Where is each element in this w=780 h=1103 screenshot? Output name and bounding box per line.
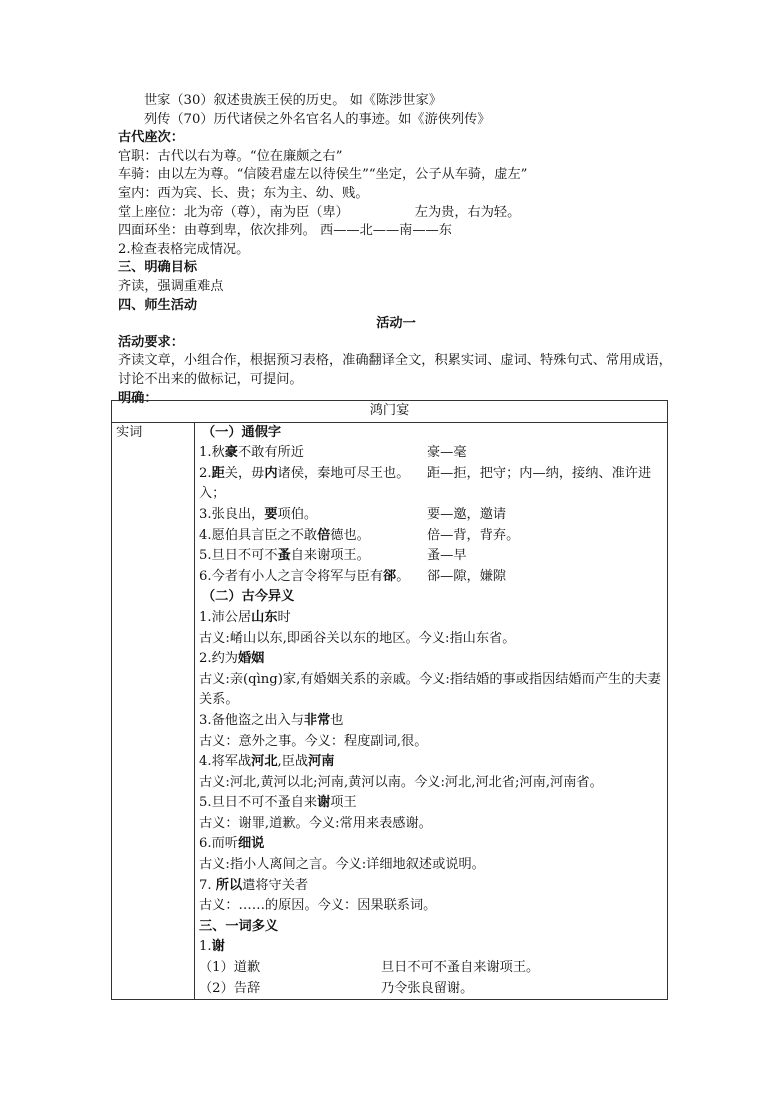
list-answer: 古义：意外之事。今义：程度副词,很。 <box>199 733 428 749</box>
list-item: （2）告辞 乃令张良留谢。 <box>199 980 474 996</box>
list-item: 6.今者有小人之言令将军与臣有郤。 郤—隙，嫌隙 <box>199 568 507 584</box>
list-item: 2.约为婚姻 <box>199 651 265 667</box>
section-heading: 明确： <box>118 390 158 406</box>
activity-title: 活动一 <box>376 316 416 332</box>
list-item: 6.而听细说 <box>199 836 265 852</box>
list-item: 1.秋豪不敢有所近 豪—毫 <box>199 445 467 461</box>
list-item: 7. 所以遣将守关者 <box>199 877 309 893</box>
list-item: 1.沛公居山东时 <box>199 609 291 625</box>
subsection-heading: （一）通假字 <box>202 424 282 440</box>
text-line: 四面环坐：由尊到卑，依次排列。 西——北——南——东 <box>118 223 452 239</box>
list-item: 3.张良出，要项伯。 要—邀，邀请 <box>199 506 507 522</box>
subsection-heading: （二）古今异义 <box>202 589 295 605</box>
section-heading: 四、师生活动 <box>118 297 198 313</box>
list-item: 2.距关，毋内诸侯，秦地可尽王也。 距—拒，把守；内—纳，接纳、准许进入； <box>199 465 652 502</box>
list-item: 5.旦日不可不蚤自来谢项王。 蚤—早 <box>199 548 467 564</box>
text-line: 官职：古代以右为尊。“位在廉颇之右” <box>118 148 343 164</box>
list-answer: 古义:指小人离间之言。今义:详细地叙述或说明。 <box>199 857 485 873</box>
text-line: 车骑：由以左为尊。“信陵君虚左以待侯生”“坐定，公子从车骑，虚左” <box>118 167 528 183</box>
requirement-text: 齐读文章，小组合作，根据预习表格，准确翻译全文，积累实词、虚词、特殊句式、常用成语，讨论不出来的做标记，可提问。 <box>118 353 672 387</box>
tang-a: 堂上座位：北为帝（尊），南为臣（卑） <box>118 204 349 220</box>
list-item: 3.备他盗之出入与非常也 <box>199 712 344 728</box>
list-item: 4.将军战河北,臣战河南 <box>199 754 335 770</box>
text-line: 室内：西为宾、长、贵；东为主、幼、贱。 <box>118 185 369 201</box>
list-item: （1）道歉 旦日不可不蚤自来谢项王。 <box>199 960 540 976</box>
list-answer: 古义：谢罪,道歉。今义:常用来表感谢。 <box>199 815 432 831</box>
list-answer: 古义：……的原因。今义：因果联系词。 <box>199 898 437 914</box>
intro-line: 列传（70）历代诸侯之外名官名人的事迹。如《游侠列传》 <box>144 111 491 127</box>
tang-b: 左为贵，右为轻。 <box>414 204 521 220</box>
list-item: 4.愿伯具言臣之不敢倍德也。 倍—背，背弃。 <box>199 527 520 543</box>
list-answer: 古义:崤山以东,即函谷关以东的地区。今义:指山东省。 <box>199 630 516 646</box>
content-table <box>111 400 668 1000</box>
document-body <box>118 92 674 408</box>
list-answer: 古义:河北,黄河以北;河南,黄河以南。今义:河北,河北省;河南,河南省。 <box>199 774 603 790</box>
category-label: 实词 <box>112 422 195 1000</box>
list-item: 5.旦日不可不蚤自来谢项王 <box>199 795 357 811</box>
table-title: 鸿门宴 <box>112 401 668 423</box>
section-heading: 三、明确目标 <box>118 260 198 276</box>
list-item: 1.谢 <box>199 939 225 955</box>
text-line <box>118 204 674 223</box>
table-content <box>195 422 668 1000</box>
subsection-heading: 三、一词多义 <box>199 918 279 934</box>
text-line: 2.检查表格完成情况。 <box>118 241 250 257</box>
section-heading: 古代座次： <box>118 130 184 146</box>
intro-line: 世家（30）叙述贵族王侯的历史。 如《陈涉世家》 <box>144 93 442 108</box>
text-line: 齐读，强调重难点 <box>118 278 224 294</box>
list-answer: 古义:亲(qìng)家,有婚姻关系的亲戚。今义:指结婚的事或指因结婚而产生的夫妻关系。 <box>199 671 661 708</box>
section-heading: 活动要求： <box>118 334 184 350</box>
